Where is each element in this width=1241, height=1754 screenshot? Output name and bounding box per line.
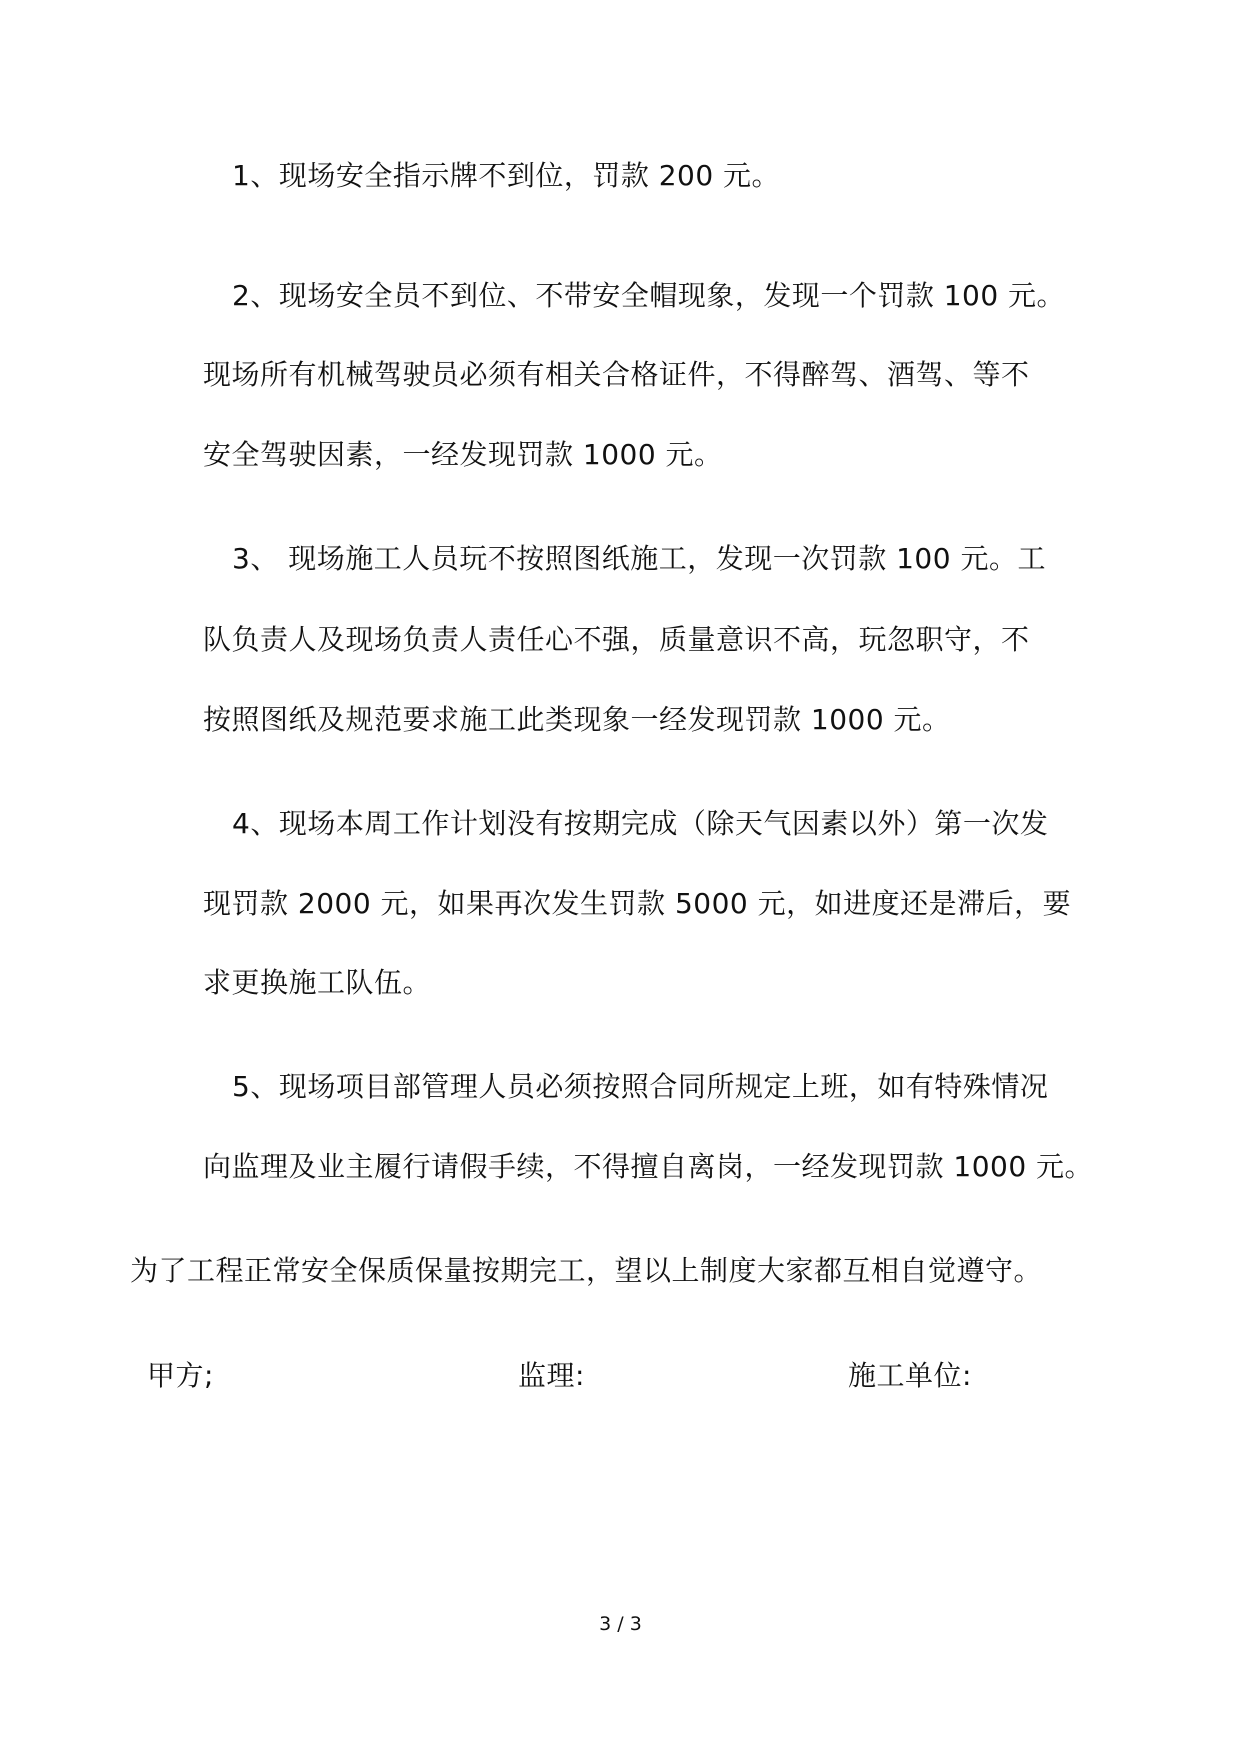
signature-supervisor: 监理: xyxy=(518,1359,585,1392)
item-4-line-1: 4、现场本周工作计划没有按期完成（除天气因素以外）第一次发 xyxy=(232,807,1049,840)
item-4-line-3: 求更换施工队伍。 xyxy=(203,966,432,999)
item-3-line-2: 队负责人及现场负责人责任心不强，质量意识不高，玩忽职守，不 xyxy=(203,623,1030,656)
closing-statement: 为了工程正常安全保质保量按期完工，望以上制度大家都互相自觉遵守。 xyxy=(130,1254,1043,1287)
item-2-line-3: 安全驾驶因素，一经发现罚款 1000 元。 xyxy=(203,438,723,471)
item-4-line-2: 现罚款 2000 元，如果再次发生罚款 5000 元，如进度还是滞后，要 xyxy=(203,887,1072,920)
signature-contractor: 施工单位: xyxy=(848,1359,972,1392)
item-3-line-1: 3、 现场施工人员玩不按照图纸施工，发现一次罚款 100 元。工 xyxy=(232,542,1046,575)
signature-party-a: 甲方; xyxy=(147,1359,214,1392)
item-1-line-1: 1、现场安全指示牌不到位，罚款 200 元。 xyxy=(232,159,781,192)
item-2-line-1: 2、现场安全员不到位、不带安全帽现象，发现一个罚款 100 元。 xyxy=(232,279,1066,312)
item-3-line-3: 按照图纸及规范要求施工此类现象一经发现罚款 1000 元。 xyxy=(203,703,951,736)
item-5-line-1: 5、现场项目部管理人员必须按照合同所规定上班，如有特殊情况 xyxy=(232,1070,1049,1103)
page-number: 3 / 3 xyxy=(599,1613,642,1635)
item-2-line-2: 现场所有机械驾驶员必须有相关合格证件，不得醉驾、酒驾、等不 xyxy=(203,358,1030,391)
item-5-line-2: 向监理及业主履行请假手续，不得擅自离岗，一经发现罚款 1000 元。 xyxy=(203,1150,1094,1183)
